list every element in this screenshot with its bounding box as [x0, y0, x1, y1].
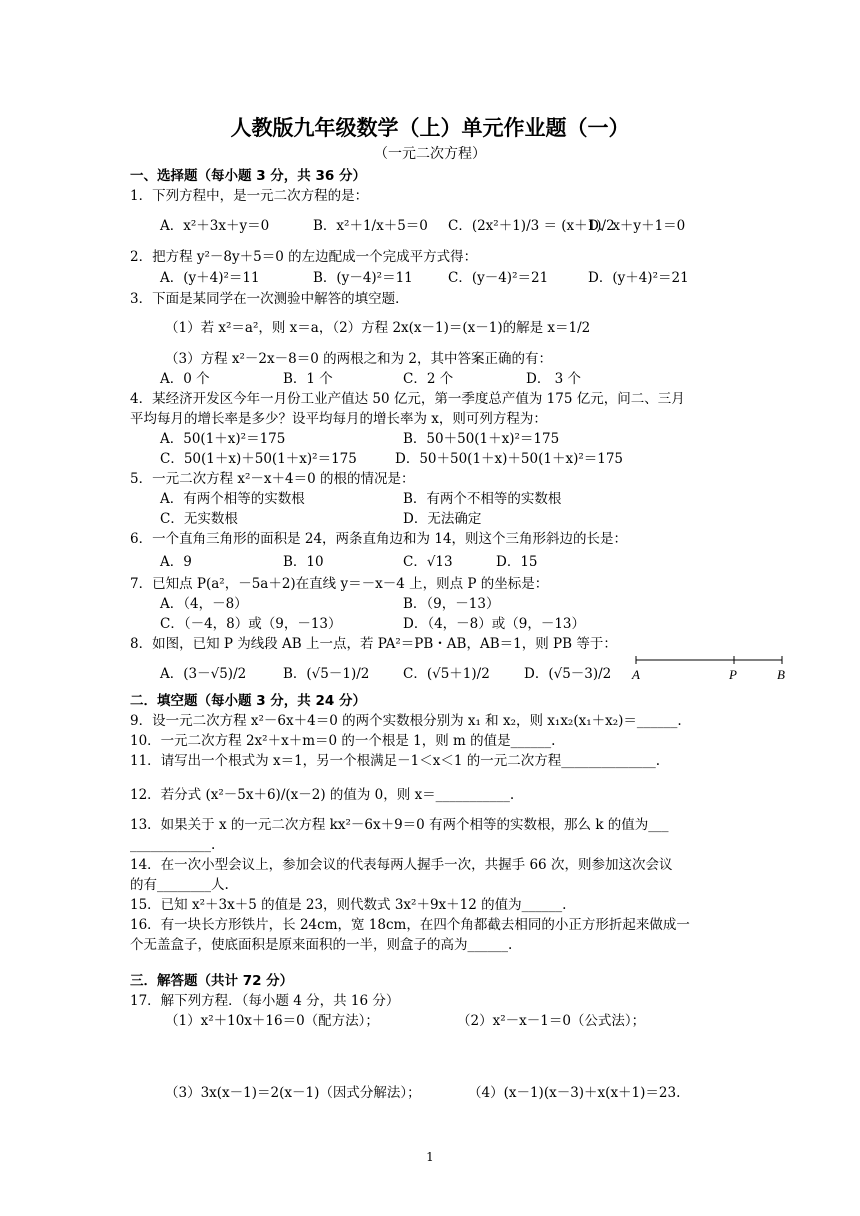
point-b-label: B — [777, 667, 785, 682]
page-subtitle: （一元二次方程） — [374, 146, 486, 162]
section-heading: 一、选择题（每小题 3 分，共 36 分） — [130, 168, 366, 184]
question-line: B．(y－4)²＝11 — [313, 270, 413, 286]
question-line: C．(2x²＋1)/3 ＝ (x＋1)/2 — [448, 218, 615, 234]
question-line: D．无法确定 — [403, 511, 482, 527]
question-line: B．1 个 — [283, 371, 333, 387]
question-line: 11．请写出一个根式为 x＝1，另一个根满足－1＜x＜1 的一元二次方程______________. — [130, 753, 661, 769]
segment-ab-figure — [630, 652, 790, 686]
question-line: A．(3－√5)/2 — [160, 666, 247, 682]
question-line: D．(y＋4)²＝21 — [588, 270, 689, 286]
question-line: D．（4，－8）或（9，－13） — [403, 616, 586, 632]
question-line: 9．设一元二次方程 x²－6x＋4＝0 的两个实数根分别为 x₁ 和 x₂，则 x₁x₂(x₁＋x₂)＝______. — [130, 713, 682, 729]
point-p-label: P — [729, 667, 737, 682]
question-line: B．50＋50(1＋x)²＝175 — [403, 431, 560, 447]
question-line: 14．在一次小型会议上，参加会议的代表每两人握手一次，共握手 66 次，则参加这次会议 — [130, 857, 673, 873]
question-line: A．50(1＋x)²＝175 — [160, 431, 286, 447]
question-line: 5．一元二次方程 x²－x＋4＝0 的根的情况是： — [130, 471, 415, 487]
question-line: C．（－4，8）或（9，－13） — [160, 616, 342, 632]
point-a-label: A — [632, 667, 640, 682]
question-line: A．0 个 — [160, 371, 210, 387]
question-line: D． 3 个 — [526, 371, 581, 387]
question-line: 13．如果关于 x 的一元二次方程 kx²－6x＋9＝0 有两个相等的实数根，那么 k 的值为___ — [130, 817, 669, 833]
question-line: C．无实数根 — [160, 511, 238, 527]
question-line: ____________. — [130, 837, 216, 853]
question-line: D．x＋y＋1＝0 — [588, 218, 686, 234]
question-line: C．(y－4)²＝21 — [448, 270, 549, 286]
question-line: 15．已知 x²＋3x＋5 的值是 23，则代数式 3x²＋9x＋12 的值为______. — [130, 897, 567, 913]
question-line: B．有两个不相等的实数根 — [403, 491, 562, 507]
page-number: 1 — [426, 1150, 434, 1164]
question-line: 1．下列方程中，是一元二次方程的是： — [130, 188, 369, 204]
question-line: A．(y＋4)²＝11 — [160, 270, 260, 286]
question-line: （3）方程 x²－2x－8＝0 的两根之和为 2，其中答案正确的有： — [165, 351, 552, 367]
question-line: （2）x²－x－1＝0（公式法）； — [457, 1013, 646, 1029]
question-line: （4）(x－1)(x－3)＋x(x＋1)＝23. — [468, 1085, 681, 1101]
question-line: 2．把方程 y²－8y＋5＝0 的左边配成一个完成平方式得： — [130, 249, 478, 265]
question-line: A．有两个相等的实数根 — [160, 491, 305, 507]
question-line: （1）若 x²＝a²，则 x＝a，（2）方程 2x(x－1)＝(x－1)的解是 x＝1/2 — [165, 320, 591, 336]
question-line: A．x²＋3x＋y＝0 — [160, 218, 270, 234]
question-line: B．（9，－13） — [403, 596, 500, 612]
question-line: D．50＋50(1＋x)＋50(1＋x)²＝175 — [395, 451, 624, 467]
question-line: D．15 — [496, 554, 538, 570]
question-line: C．2 个 — [403, 371, 454, 387]
page-title: 人教版九年级数学（上）单元作业题（一） — [230, 116, 630, 140]
question-line: 平均每月的增长率是多少？设平均每月的增长率为 x，则可列方程为： — [130, 411, 547, 427]
question-line: 16．有一块长方形铁片，长 24cm，宽 18cm，在四个角都截去相同的小正方形折起来做成一 — [130, 917, 690, 933]
question-line: C．50(1＋x)＋50(1＋x)²＝175 — [160, 451, 357, 467]
question-line: A．9 — [160, 554, 192, 570]
question-line: A．（4，－8） — [160, 596, 248, 612]
question-line: 的有________人. — [130, 877, 229, 893]
question-line: C．(√5＋1)/2 — [403, 666, 490, 682]
section-heading: 二．填空题（每小题 3 分，共 24 分） — [130, 693, 366, 709]
question-line: C．√13 — [403, 554, 453, 570]
question-line: 4．某经济开发区今年一月份工业产值达 50 亿元，第一季度总产值为 175 亿元，问二、三月 — [130, 391, 685, 407]
question-line: （1）x²＋10x＋16＝0（配方法）； — [165, 1013, 379, 1029]
section-heading: 三．解答题（共计 72 分） — [130, 973, 294, 989]
question-line: 7．已知点 P(a²，－5a＋2)在直线 y＝－x－4 上，则点 P 的坐标是： — [130, 576, 549, 592]
question-line: 个无盖盒子，使底面积是原来面积的一半，则盒子的高为______. — [130, 937, 513, 953]
question-line: 8．如图，已知 P 为线段 AB 上一点，若 PA²＝PB・AB，AB＝1，则 PB 等于： — [130, 636, 617, 652]
question-line: B．(√5－1)/2 — [283, 666, 370, 682]
question-line: 17．解下列方程．（每小题 4 分，共 16 分） — [130, 993, 400, 1009]
question-line: 3．下面是某同学在一次测验中解答的填空题． — [130, 291, 409, 307]
question-line: B．10 — [283, 554, 324, 570]
question-line: 6．一个直角三角形的面积是 24，两条直角边和为 14，则这个三角形斜边的长是： — [130, 531, 628, 547]
question-line: 10．一元二次方程 2x²＋x＋m＝0 的一个根是 1，则 m 的值是______. — [130, 733, 556, 749]
question-line: 12．若分式 (x²－5x＋6)/(x－2) 的值为 0，则 x＝___________. — [130, 787, 515, 803]
question-line: D．(√5－3)/2 — [524, 666, 612, 682]
question-line: （3）3x(x－1)＝2(x－1)（因式分解法）； — [165, 1085, 421, 1101]
question-line: B．x²＋1/x＋5＝0 — [313, 218, 428, 234]
